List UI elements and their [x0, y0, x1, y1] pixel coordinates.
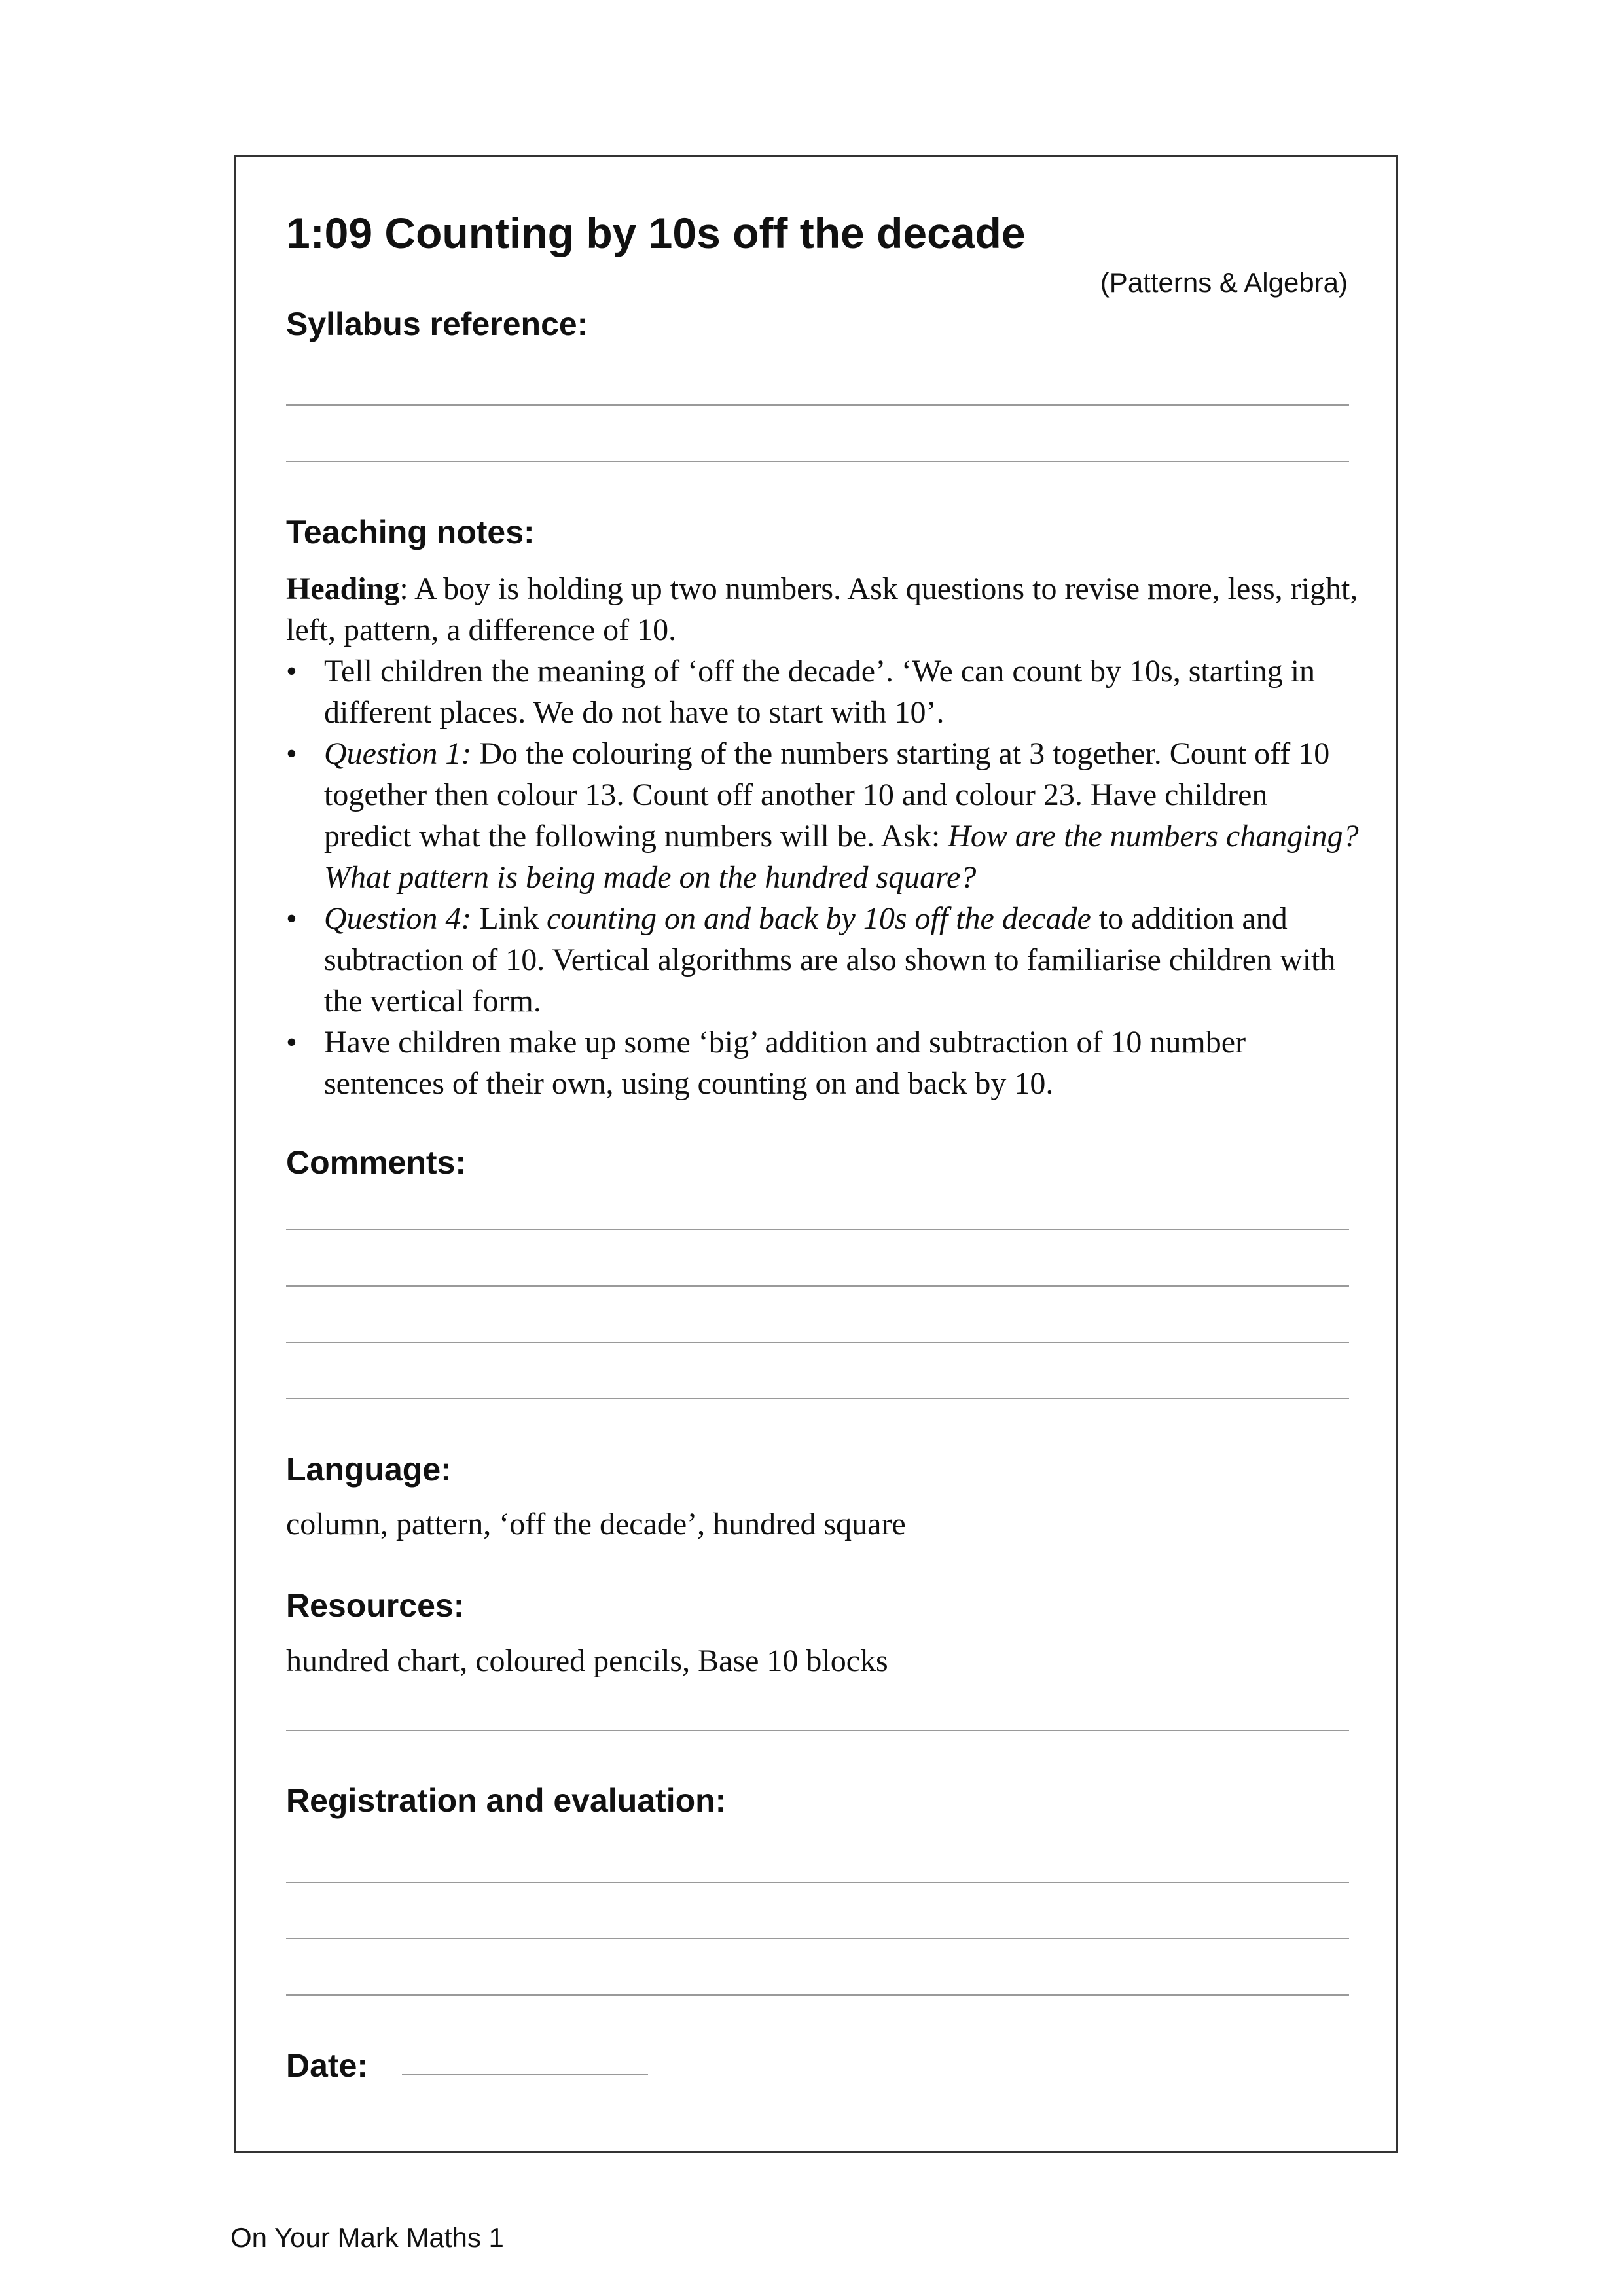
question-1-label: Question 1: — [324, 736, 472, 771]
list-item — [286, 651, 1360, 733]
question-4-label: Question 4: — [324, 901, 472, 936]
comments-line-4[interactable] — [286, 1398, 1349, 1399]
comments-line-1[interactable] — [286, 1229, 1349, 1230]
registration-heading: Registration and evaluation: — [286, 1782, 727, 1819]
resources-text: hundred chart, coloured pencils, Base 10 blocks — [286, 1643, 888, 1678]
language-heading: Language: — [286, 1451, 452, 1488]
syllabus-heading: Syllabus reference: — [286, 306, 588, 342]
page-footer: On Your Mark Maths 1 — [230, 2222, 504, 2253]
intro-paragraph — [286, 568, 1360, 651]
question-1-text: Do the colouring of the numbers starting at 3 together. Count off 10 together then colour 13. Count off another 10 and colour 23. Have children predict what the following numbers will be. Ask: — [324, 736, 1330, 853]
intro-label: Heading — [286, 571, 400, 606]
comments-heading: Comments: — [286, 1144, 467, 1181]
question-4-italic: counting on and back by 10s off the decade — [546, 901, 1091, 936]
resources-line[interactable] — [286, 1730, 1349, 1731]
list-item — [286, 1022, 1360, 1104]
registration-line-3[interactable] — [286, 1994, 1349, 1996]
date-input-line[interactable] — [402, 2074, 648, 2075]
comments-line-3[interactable] — [286, 1342, 1349, 1343]
teaching-notes-heading: Teaching notes: — [286, 514, 535, 550]
syllabus-line-2[interactable] — [286, 461, 1349, 462]
bullet-4-text: Have children make up some ‘big’ addition and subtraction of 10 number sentences of their own, using counting on and back by 10. — [324, 1025, 1246, 1101]
comments-line-2[interactable] — [286, 1285, 1349, 1287]
strand-label: (Patterns & Algebra) — [1100, 267, 1348, 298]
teaching-notes-list — [286, 651, 1360, 1104]
language-text: column, pattern, ‘off the decade’, hundred square — [286, 1507, 906, 1541]
date-label: Date: — [286, 2047, 369, 2084]
list-item — [286, 733, 1360, 898]
question-4-text-a: Link — [471, 901, 547, 936]
resources-heading: Resources: — [286, 1587, 465, 1624]
registration-line-2[interactable] — [286, 1938, 1349, 1939]
question-4-text-b: to addition and subtraction of 10. Vertical algorithms are also shown to familiarise children with the vertical form. — [324, 901, 1336, 1018]
bullet-1-text: Tell children the meaning of ‘off the decade’. ‘We can count by 10s, starting in different places. We do not have to start with 10’. — [324, 654, 1316, 730]
intro-text: : A boy is holding up two numbers. Ask questions to revise more, less, right, left, pattern, a difference of 10. — [286, 571, 1358, 647]
list-item — [286, 898, 1360, 1022]
registration-line-1[interactable] — [286, 1882, 1349, 1883]
page-title: 1:09 Counting by 10s off the decade — [286, 209, 1026, 257]
teaching-notes-body — [286, 568, 1360, 1104]
syllabus-line-1[interactable] — [286, 404, 1349, 406]
question-1-italic: How are the numbers changing? What pattern is being made on the hundred square? — [324, 819, 1359, 895]
